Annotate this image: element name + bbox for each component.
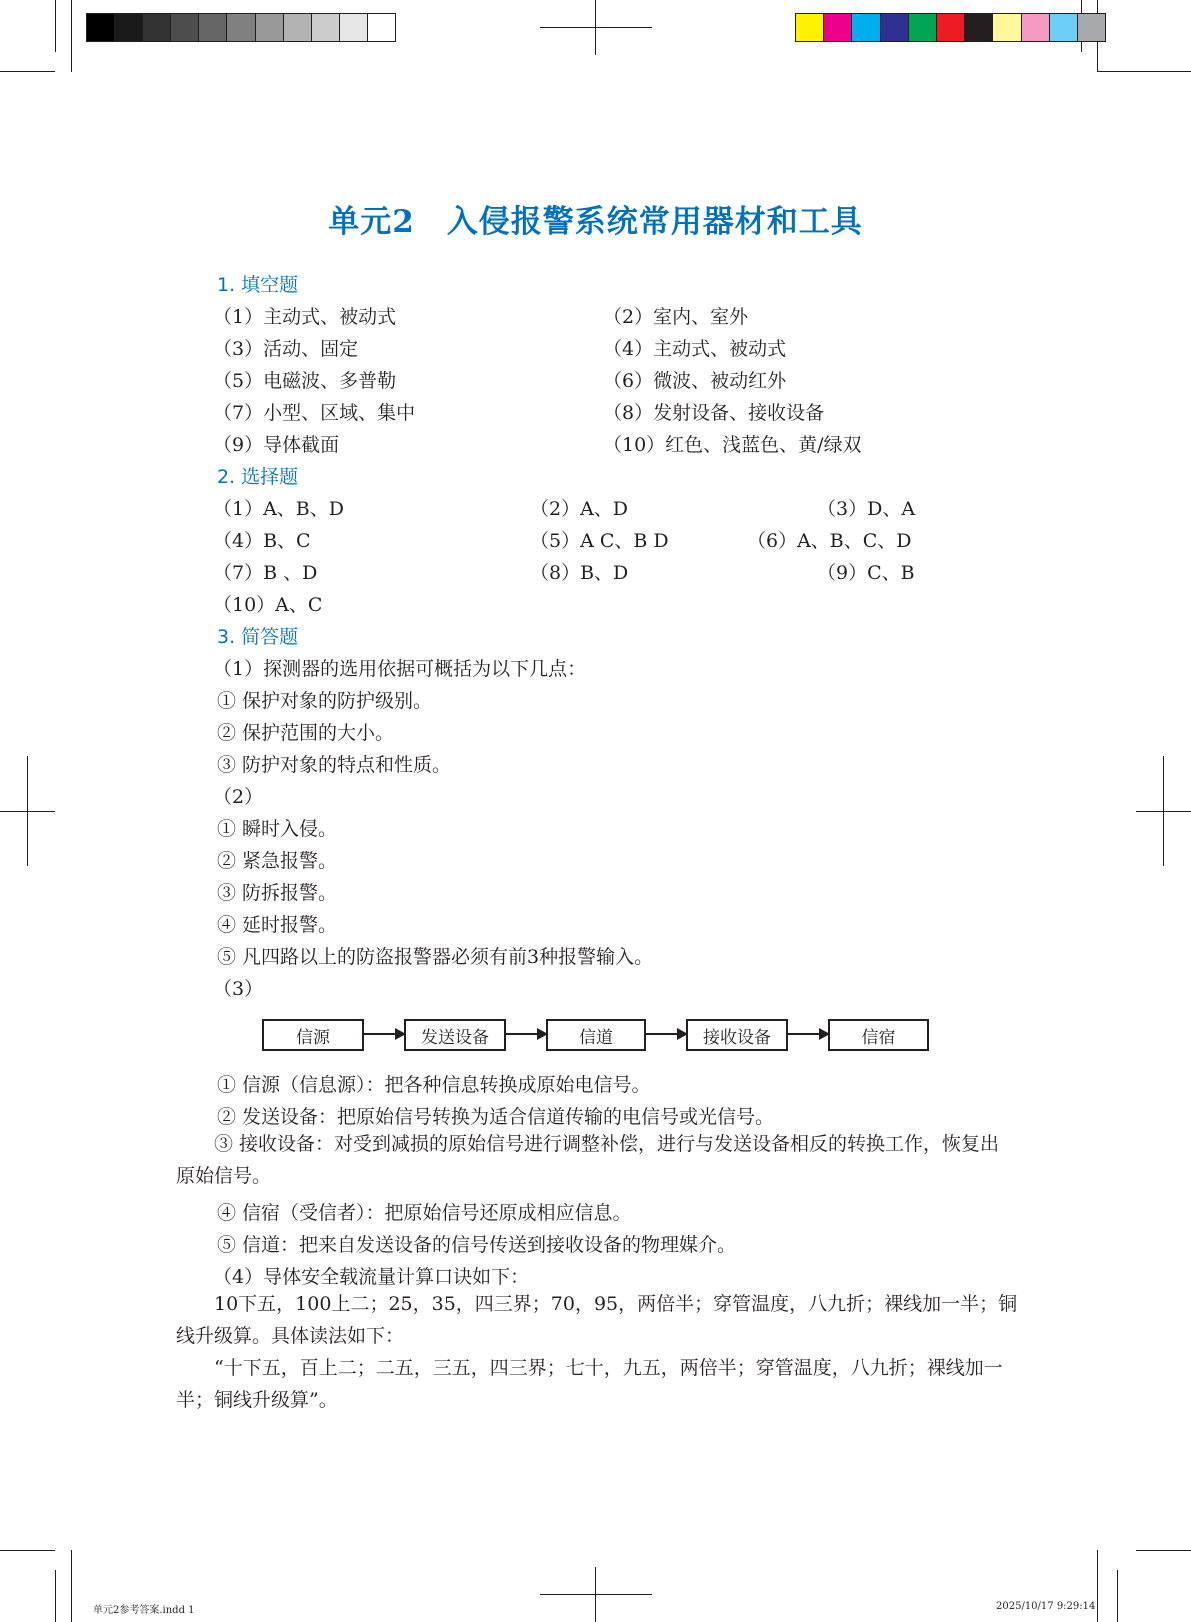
fill-item: （6）微波、被动红外 bbox=[603, 370, 787, 392]
flow-box-channel: 信道 bbox=[546, 1019, 646, 1051]
q3-point: ④ 信宿（受信者）：把原始信号还原成相应信息。 bbox=[217, 1202, 632, 1224]
q1-point: ③ 防护对象的特点和性质。 bbox=[217, 754, 452, 776]
page-title: 单元2 入侵报警系统常用器材和工具 bbox=[328, 204, 863, 240]
choice-item: （7）B 、D bbox=[213, 562, 318, 584]
q4-rule: 10下五，100上二；25，35，四三界；70，95，两倍半；穿管温度，八九折；裸线加一半；铜线升级算。具体读法如下： bbox=[176, 1293, 1018, 1347]
q2-point: ④ 延时报警。 bbox=[217, 914, 338, 936]
q4-intro: （4）导体安全载流量计算口诀如下： bbox=[213, 1266, 530, 1288]
color-swatch bbox=[796, 14, 824, 41]
gray-swatch bbox=[368, 14, 395, 41]
fill-section-heading: 1. 填空题 bbox=[217, 274, 299, 296]
flow-box-source: 信源 bbox=[262, 1019, 364, 1051]
grayscale-bar bbox=[86, 13, 396, 42]
q1-intro: （1）探测器的选用依据可概括为以下几点： bbox=[213, 658, 587, 680]
short-section-heading: 3. 简答题 bbox=[217, 626, 299, 648]
choice-item: （5）A C、B D bbox=[530, 530, 669, 552]
gray-swatch bbox=[143, 14, 171, 41]
q4-reading: “十下五，百上二；二五，三五，四三界；七十，九五，两倍半；穿管温度，八九折；裸线加一半；铜线升级算”。 bbox=[176, 1357, 1003, 1411]
choice-section-heading: 2. 选择题 bbox=[217, 466, 299, 488]
flow-arrow bbox=[364, 1033, 404, 1035]
choice-item: （9）C、B bbox=[817, 562, 915, 584]
q3-point: ⑤ 信道：把来自发送设备的信号传送到接收设备的物理媒介。 bbox=[217, 1234, 737, 1256]
flow-box-transmitter: 发送设备 bbox=[404, 1019, 506, 1051]
q1-point: ② 保护范围的大小。 bbox=[217, 722, 395, 744]
color-swatch bbox=[965, 14, 993, 41]
gray-swatch bbox=[256, 14, 284, 41]
color-swatch bbox=[852, 14, 880, 41]
fill-item: （2）室内、室外 bbox=[603, 306, 749, 328]
flow-arrow bbox=[646, 1033, 686, 1035]
gray-swatch bbox=[87, 14, 115, 41]
q2-point: ① 瞬时入侵。 bbox=[217, 818, 338, 840]
gray-swatch bbox=[227, 14, 255, 41]
color-swatch bbox=[1078, 14, 1105, 41]
gray-swatch bbox=[115, 14, 143, 41]
q2-point: ③ 防拆报警。 bbox=[217, 882, 338, 904]
gray-swatch bbox=[340, 14, 368, 41]
color-swatch bbox=[937, 14, 965, 41]
fill-item: （9）导体截面 bbox=[213, 434, 340, 456]
fill-item: （10）红色、浅蓝色、黄/绿双 bbox=[603, 434, 862, 456]
q1-point: ① 保护对象的防护级别。 bbox=[217, 690, 433, 712]
fill-item: （7）小型、区域、集中 bbox=[213, 402, 416, 424]
fill-item: （5）电磁波、多普勒 bbox=[213, 370, 397, 392]
choice-item: （4）B、C bbox=[213, 530, 311, 552]
footer-filename: 单元2参考答案.indd 1 bbox=[93, 1605, 195, 1616]
flow-arrow bbox=[788, 1033, 828, 1035]
fill-item: （4）主动式、被动式 bbox=[603, 338, 787, 360]
flow-box-receiver: 接收设备 bbox=[686, 1019, 788, 1051]
q3-intro: （3） bbox=[213, 978, 264, 1000]
footer-timestamp: 2025/10/17 9:29:14 bbox=[996, 1601, 1096, 1612]
flow-box-sink: 信宿 bbox=[828, 1019, 929, 1051]
color-bar bbox=[795, 13, 1106, 42]
color-swatch bbox=[881, 14, 909, 41]
q2-point: ⑤ 凡四路以上的防盗报警器必须有前3种报警输入。 bbox=[217, 946, 654, 968]
q2-intro: （2） bbox=[213, 786, 264, 808]
gray-swatch bbox=[312, 14, 340, 41]
color-swatch bbox=[909, 14, 937, 41]
choice-item: （6）A、B、C、D bbox=[747, 530, 912, 552]
fill-item: （8）发射设备、接收设备 bbox=[603, 402, 825, 424]
choice-item: （1）A、B、D bbox=[213, 498, 345, 520]
q2-point: ② 紧急报警。 bbox=[217, 850, 338, 872]
fill-item: （1）主动式、被动式 bbox=[213, 306, 397, 328]
q3-point: ① 信源（信息源）：把各种信息转换成原始电信号。 bbox=[217, 1074, 651, 1096]
color-swatch bbox=[1050, 14, 1078, 41]
choice-item: （10）A、C bbox=[213, 594, 323, 616]
gray-swatch bbox=[199, 14, 227, 41]
flow-arrow bbox=[506, 1033, 546, 1035]
color-swatch bbox=[993, 14, 1021, 41]
choice-item: （2）A、D bbox=[530, 498, 629, 520]
choice-item: （8）B、D bbox=[530, 562, 629, 584]
gray-swatch bbox=[171, 14, 199, 41]
gray-swatch bbox=[284, 14, 312, 41]
fill-item: （3）活动、固定 bbox=[213, 338, 359, 360]
color-swatch bbox=[1022, 14, 1050, 41]
q3-point: ③ 接收设备：对受到减损的原始信号进行调整补偿，进行与发送设备相反的转换工作，恢复出原始信号。 bbox=[176, 1133, 1000, 1187]
color-swatch bbox=[824, 14, 852, 41]
choice-item: （3）D、A bbox=[817, 498, 916, 520]
q3-point: ② 发送设备：把原始信号转换为适合信道传输的电信号或光信号。 bbox=[217, 1106, 775, 1128]
